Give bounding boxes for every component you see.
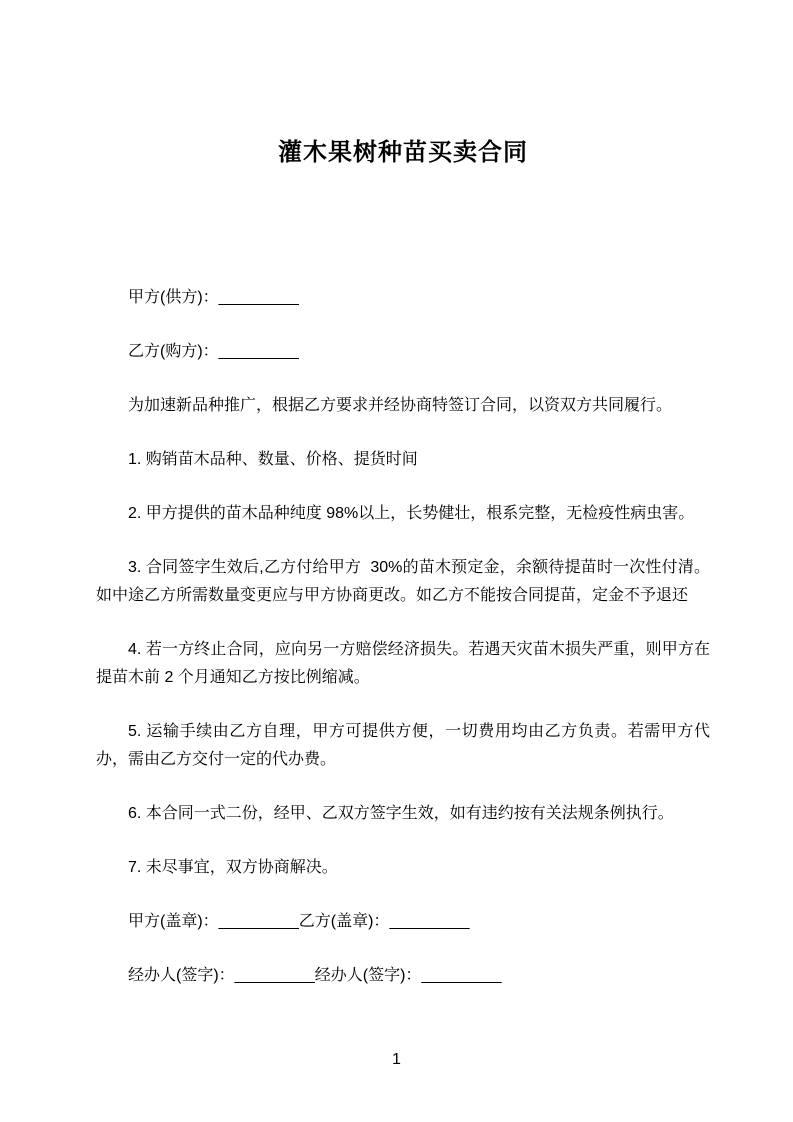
party-a-label: 甲方(供方)： — [128, 289, 219, 306]
clause-paragraph-7: 7. 未尽事宜，双方协商解决。 — [128, 859, 338, 876]
clause-paragraph-6: 6. 本合同一式二份，经甲、乙双方签字生效，如有违约按有关法规条例执行。 — [128, 805, 674, 822]
seal-party-a-label: 甲方(盖章)： — [128, 913, 219, 930]
clause-paragraph-1: 1. 购销苗木品种、数量、价格、提货时间 — [128, 451, 418, 468]
handler-right-label: 经办人(签字)： — [314, 967, 422, 984]
page-number: 1 — [392, 1051, 401, 1068]
handler-left-label: 经办人(签字)： — [128, 967, 235, 984]
party-a-blank: _________ — [218, 289, 299, 306]
party-b-label: 乙方(购方)： — [128, 343, 219, 360]
preamble-paragraph: 为加速新品种推广，根据乙方要求并经协商特签订合同，以资双方共同履行。 — [128, 397, 673, 414]
clause-paragraph-4: 4. 若一方终止合同，应向另一方赔偿经济损失。若遇天灾苗木损失严重，则甲方在提苗木前 2 个月通知乙方按比例缩减。 — [96, 641, 710, 686]
seal-party-b-label: 乙方(盖章)： — [298, 913, 390, 930]
seal-party-a-blank: _________ — [218, 913, 299, 930]
clause-paragraph-5: 5. 运输手续由乙方自理，甲方可提供方便，一切费用均由乙方负责。若需甲方代办，需由乙方交付一定的代办费。 — [96, 723, 710, 768]
document-title: 灌木果树种苗买卖合同 — [278, 139, 528, 166]
seal-row — [96, 908, 710, 936]
party-a-line — [96, 284, 710, 312]
clause-paragraph-3: 3. 合同签字生效后,乙方付给甲方 30%的苗木预定金，余额待提苗时一次性付清。如中途乙方所需数量变更应与甲方协商更改。如乙方不能按合同提苗，定金不予退还 — [96, 559, 710, 604]
seal-party-b-blank: _________ — [389, 913, 470, 930]
handler-left-blank: _________ — [234, 967, 315, 984]
clause-paragraph-2: 2. 甲方提供的苗木品种纯度 98%以上，长势健壮，根系完整，无检疫性病虫害。 — [128, 505, 695, 522]
handler-right-blank: _________ — [421, 967, 502, 984]
handler-row — [96, 962, 710, 990]
party-b-blank: _________ — [218, 343, 299, 360]
party-b-line — [96, 338, 710, 366]
